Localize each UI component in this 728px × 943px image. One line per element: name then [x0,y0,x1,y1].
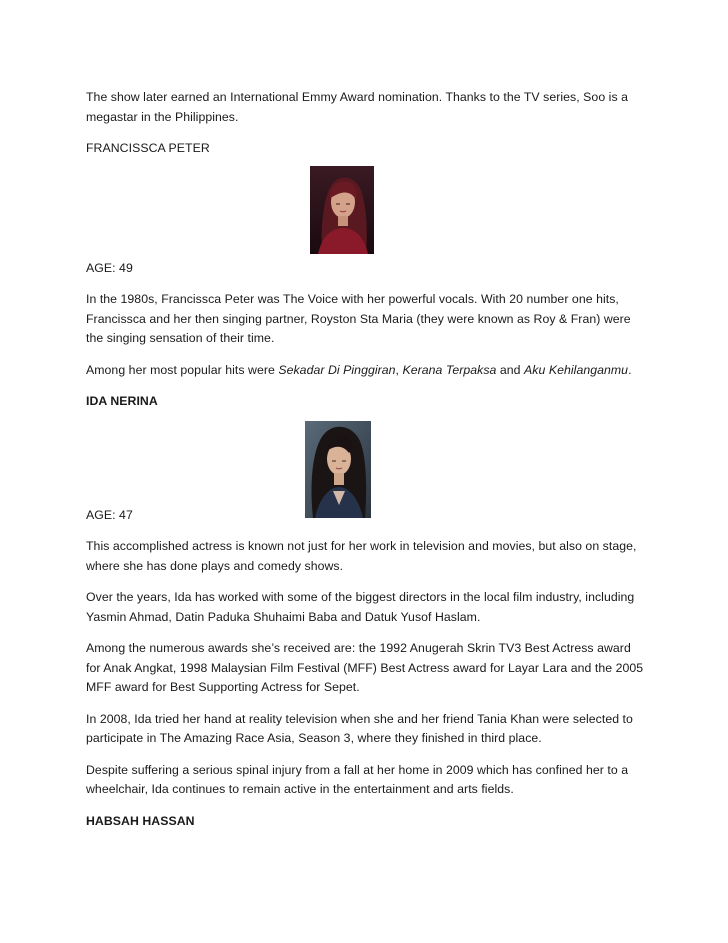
francissca-hit-2: Kerana Terpaksa [402,362,497,377]
francissca-paragraph-1: In the 1980s, Francissca Peter was The Voice with her powerful vocals. With 20 number one hits, Francissca and her then singing partner, Royston Sta Maria (they were known as Roy & Fran) were the singing sensation of their time. [86,292,631,345]
ida-paragraph-1: This accomplished actress is known not just for her work in television and movies, but also on stage, where she has done plays and comedy shows. [86,539,637,573]
ida-paragraph-2: Over the years, Ida has worked with some of the biggest directors in the local film industry, including Yasmin Ahmad, Datin Paduka Shuhaimi Baba and Datuk Yusof Haslam. [86,590,635,624]
ida-paragraph-4: In 2008, Ida tried her hand at reality television when she and her friend Tania Khan were selected to participate in The Amazing Race Asia, Season 3, where they finished in third place. [86,711,633,745]
ida-paragraph-5: Despite suffering a serious spinal injury from a fall at her home in 2009 which has confined her to a wheelchair, Ida continues to remain active in the entertainment and arts fields. [86,762,629,796]
francissca-heading: FRANCISSCA PETER [86,141,210,155]
francissca-age: AGE: 49 [86,260,133,275]
francissca-hits-sep-1: , [395,362,403,377]
francissca-hits-sep-2: and [496,362,525,377]
francissca-paragraph-2 [86,361,646,381]
ida-heading: IDA NERINA [86,394,158,408]
francissca-hits-suffix: . [628,362,632,377]
ida-age: AGE: 47 [86,507,133,522]
francissca-photo [310,166,374,254]
habsah-heading: HABSAH HASSAN [86,813,195,828]
article-body [86,88,646,831]
ida-photo [305,421,371,518]
francissca-hit-1: Sekadar Di Pinggiran [278,362,396,377]
francissca-hit-3: Aku Kehilanganmu [524,362,629,377]
ida-paragraph-3: Among the numerous awards she’s received are: the 1992 Anugerah Skrin TV3 Best Actress award for Anak Angkat, 1998 Malaysian Film Festival (MFF) Best Actress award for Layar Lara and the 2005 MFF award for Best Supporting Actress for Sepet. [86,641,644,694]
intro-paragraph: The show later earned an International Emmy Award nomination. Thanks to the TV series, Soo is a megastar in the Philippines. [86,90,629,124]
francissca-hits-prefix: Among her most popular hits were [86,362,279,377]
